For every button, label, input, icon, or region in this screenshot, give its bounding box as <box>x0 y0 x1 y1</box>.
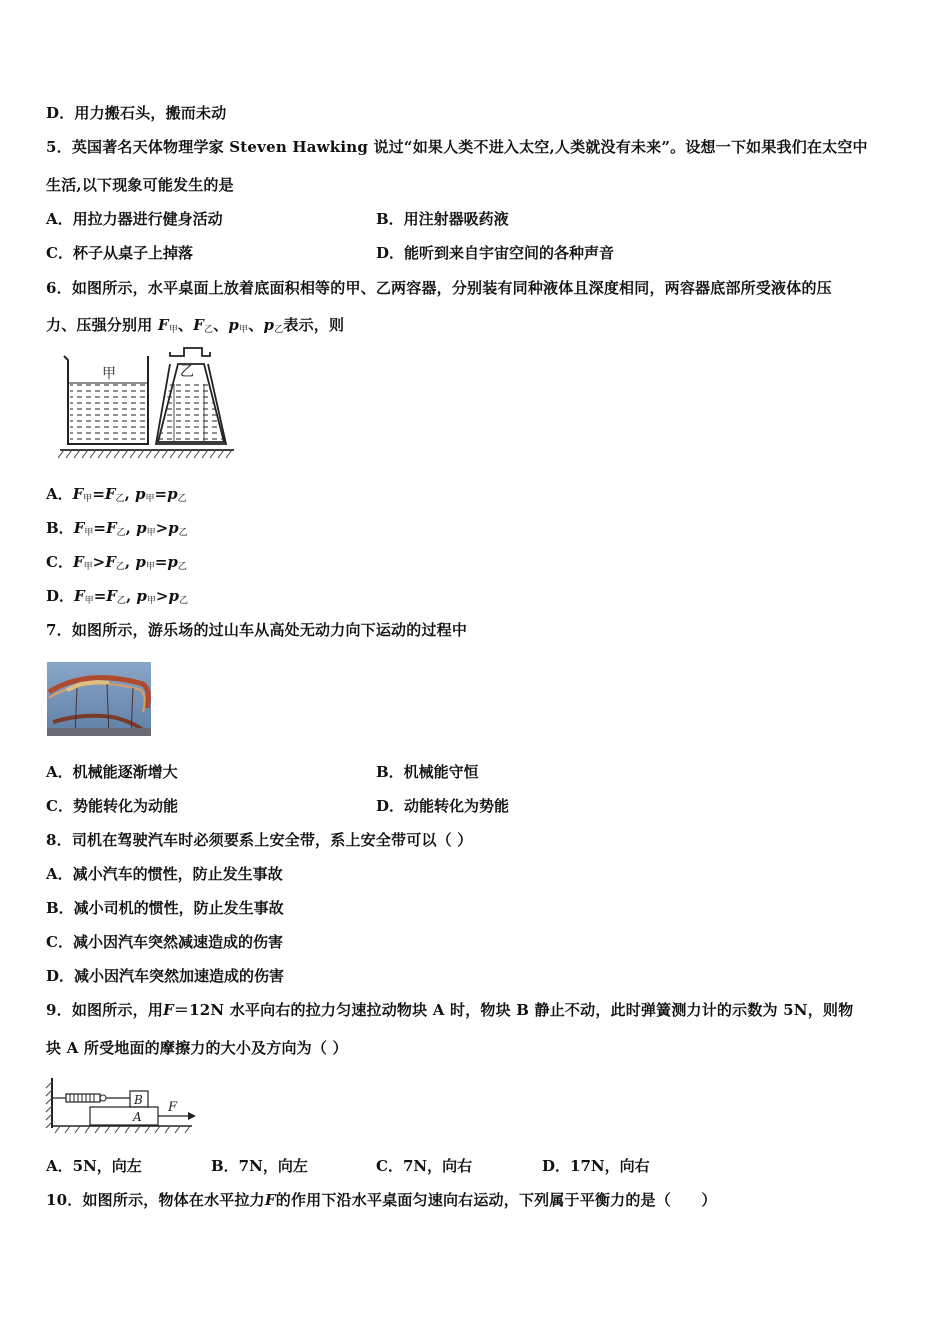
block-a <box>90 1107 158 1125</box>
q6-sub-jia: 甲 <box>83 494 93 504</box>
comma: , <box>125 519 137 537</box>
q4-option-d: D．用力搬石头，搬而未动 <box>46 104 227 122</box>
q6-sep: 、 <box>177 316 194 334</box>
q6-sub-yi: 乙 <box>203 325 214 335</box>
q6-option-c <box>46 551 187 572</box>
q6-var-p: p <box>136 587 147 605</box>
option-letter: C． <box>46 553 73 571</box>
q7-stem: 7．如图所示，游乐场的过山车从高处无动力向下运动的过程中 <box>46 621 468 639</box>
q6-sub-jia: 甲 <box>84 596 94 606</box>
q5-option-c: C．杯子从桌子上掉落 <box>46 244 193 262</box>
q6-var-f: F <box>157 316 169 334</box>
q6-sub-jia: 甲 <box>168 325 178 335</box>
comma: , <box>124 485 136 503</box>
q8-option-d: D．减小因汽车突然加速造成的伤害 <box>46 967 285 985</box>
label-yi: 乙 <box>180 364 194 380</box>
q5-option-d: D．能听到来自宇宙空间的各种声音 <box>376 244 615 262</box>
q9-stem-line2: 块 A 所受地面的摩擦力的大小及方向为（ ） <box>46 1039 348 1057</box>
q6-var-f: F <box>193 316 204 334</box>
comma: , <box>125 587 137 605</box>
q6-var-p: p <box>168 519 179 537</box>
relation: = <box>92 485 105 503</box>
q8-option-c: C．减小因汽车突然减速造成的伤害 <box>46 933 283 951</box>
q6-var-p: p <box>168 587 179 605</box>
q6-option-b <box>46 517 188 538</box>
relation: > <box>155 587 169 605</box>
q6-sub-jia: 甲 <box>146 596 156 606</box>
q9-option-c: C．7N，向右 <box>376 1157 473 1175</box>
relation: = <box>154 553 168 571</box>
q9-option-a: A．5N，向左 <box>46 1157 142 1175</box>
q9-var-f: F <box>163 1001 174 1019</box>
label-f: F <box>168 1100 178 1115</box>
q6-stem-suffix: 表示，则 <box>283 316 345 334</box>
spring-scale <box>66 1094 100 1102</box>
q6-sub-jia: 甲 <box>83 562 93 572</box>
q7-roller-coaster-photo <box>47 662 151 736</box>
q9-spring-scale-figure <box>44 1076 196 1136</box>
q7-option-d: D．动能转化为势能 <box>376 797 510 815</box>
q9-stem-prefix: 9．如图所示，用 <box>46 1001 164 1019</box>
q10-stem <box>46 1189 717 1210</box>
q6-sub-yi: 乙 <box>115 494 125 504</box>
q6-sub-yi: 乙 <box>116 596 126 606</box>
q6-sub-jia: 甲 <box>239 325 249 335</box>
q6-var-f: F <box>72 485 84 503</box>
q6-sub-yi: 乙 <box>115 562 125 572</box>
relation: = <box>93 587 107 605</box>
q5-stem-line2: 生活,以下现象可能发生的是 <box>46 176 234 194</box>
liquid-jia <box>70 384 146 442</box>
q6-sub-yi: 乙 <box>177 494 187 504</box>
q6-var-p: p <box>228 316 240 334</box>
q7-option-a: A．机械能逐渐增大 <box>46 763 178 781</box>
q7-option-c: C．势能转化为动能 <box>46 797 178 815</box>
q6-stem-line2 <box>46 314 344 335</box>
comma: , <box>124 553 136 571</box>
q6-var-f: F <box>104 485 116 503</box>
q8-option-a: A．减小汽车的惯性，防止发生事故 <box>46 865 283 883</box>
q6-var-f: F <box>73 519 85 537</box>
q6-var-p: p <box>167 553 178 571</box>
relation: = <box>154 485 168 503</box>
q9-stem-suffix: ＝12N 水平向右的拉力匀速拉动物块 A 时，物块 B 静止不动，此时弹簧测力计的示数为 5N，则物 <box>173 1001 854 1019</box>
q6-var-f: F <box>106 587 117 605</box>
q6-option-a <box>46 483 187 504</box>
q6-var-p: p <box>136 519 147 537</box>
option-letter: B． <box>46 519 74 537</box>
option-letter: D． <box>46 587 75 605</box>
q6-option-d <box>46 585 188 606</box>
q8-stem: 8．司机在驾驶汽车时必须要系上安全带，系上安全带可以（ ） <box>46 831 473 849</box>
label-b: B <box>134 1093 143 1107</box>
q6-sub-jia: 甲 <box>146 528 156 538</box>
q6-sub-jia: 甲 <box>145 494 155 504</box>
q6-sub-yi: 乙 <box>177 562 187 572</box>
q6-sub-yi: 乙 <box>178 596 188 606</box>
relation: > <box>155 519 169 537</box>
q6-var-p: p <box>135 553 146 571</box>
q6-var-p: p <box>167 485 178 503</box>
relation: > <box>92 553 106 571</box>
q6-sub-yi: 乙 <box>274 325 284 335</box>
q6-stem-prefix: 力、压强分别用 <box>46 316 153 334</box>
q6-sub-jia: 甲 <box>145 562 155 572</box>
q6-var-f: F <box>74 587 85 605</box>
relation: = <box>93 519 106 537</box>
q6-sub-yi: 乙 <box>116 528 126 538</box>
q6-var-f: F <box>105 553 116 571</box>
q5-option-a: A．用拉力器进行健身活动 <box>46 210 223 228</box>
option-letter: A． <box>46 485 73 503</box>
q6-sep: 、 <box>248 316 264 334</box>
q6-containers-figure <box>58 346 238 460</box>
label-jia: 甲 <box>102 366 116 382</box>
q9-stem-line1 <box>46 999 853 1020</box>
q9-option-d: D．17N，向右 <box>542 1157 650 1175</box>
q6-var-f: F <box>105 519 117 537</box>
q9-option-b: B．7N，向左 <box>211 1157 308 1175</box>
label-a: A <box>133 1110 142 1124</box>
q10-var-f: F <box>264 1191 276 1209</box>
q6-var-p: p <box>135 485 146 503</box>
q7-option-b: B．机械能守恒 <box>376 763 479 781</box>
q8-option-b: B．减小司机的惯性，防止发生事故 <box>46 899 284 917</box>
q6-sep: 、 <box>213 316 229 334</box>
q6-sub-jia: 甲 <box>84 528 94 538</box>
q6-var-p: p <box>263 316 275 334</box>
q5-stem-line1: 5．英国著名天体物理学家 Steven Hawking 说过“如果人类不进入太空,人类就没有未来”。设想一下如果我们在太空中 <box>46 138 868 156</box>
q10-stem-suffix: 的作用下沿水平桌面匀速向右运动，下列属于平衡力的是（ ） <box>275 1191 717 1209</box>
q6-var-f: F <box>72 553 84 571</box>
q6-sub-yi: 乙 <box>178 528 188 538</box>
q6-stem-line1: 6．如图所示，水平桌面上放着底面积相等的甲、乙两容器，分别装有同种液体且深度相同，两容器底部所受液体的压 <box>46 279 832 297</box>
q10-stem-prefix: 10．如图所示，物体在水平拉力 <box>46 1191 265 1209</box>
q5-option-b: B．用注射器吸药液 <box>376 210 509 228</box>
